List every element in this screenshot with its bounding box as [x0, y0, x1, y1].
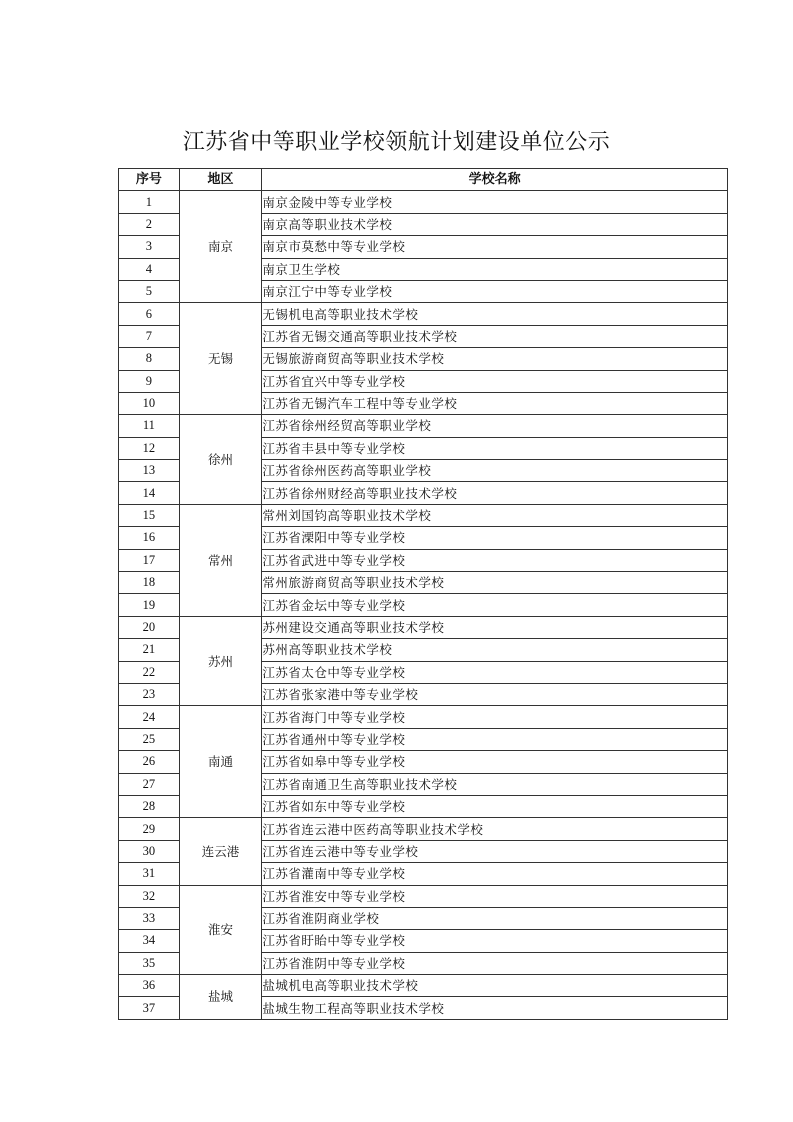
row-seq: 31	[119, 863, 180, 885]
row-seq: 13	[119, 460, 180, 482]
row-seq: 24	[119, 706, 180, 728]
row-school-name: 江苏省淮阴中等专业学校	[262, 952, 728, 974]
row-school-name: 江苏省徐州医药高等职业学校	[262, 460, 728, 482]
row-school-name: 江苏省淮安中等专业学校	[262, 885, 728, 907]
row-region: 南通	[179, 706, 262, 818]
row-school-name: 江苏省南通卫生高等职业技术学校	[262, 773, 728, 795]
row-seq: 26	[119, 751, 180, 773]
row-school-name: 无锡机电高等职业技术学校	[262, 303, 728, 325]
page-title: 江苏省中等职业学校领航计划建设单位公示	[182, 130, 611, 155]
row-seq: 15	[119, 504, 180, 526]
table-body	[119, 191, 728, 1019]
row-school-name: 江苏省张家港中等专业学校	[262, 683, 728, 705]
row-school-name: 江苏省盱眙中等专业学校	[262, 930, 728, 952]
table-row	[119, 616, 728, 638]
row-seq: 12	[119, 437, 180, 459]
row-school-name: 南京高等职业技术学校	[262, 213, 728, 235]
row-seq: 5	[119, 280, 180, 302]
row-seq: 19	[119, 594, 180, 616]
row-school-name: 江苏省无锡交通高等职业技术学校	[262, 325, 728, 347]
row-school-name: 盐城生物工程高等职业技术学校	[262, 997, 728, 1019]
row-seq: 7	[119, 325, 180, 347]
row-school-name: 江苏省灌南中等专业学校	[262, 863, 728, 885]
row-school-name: 江苏省无锡汽车工程中等专业学校	[262, 392, 728, 414]
row-school-name: 江苏省武进中等专业学校	[262, 549, 728, 571]
row-school-name: 江苏省如皋中等专业学校	[262, 751, 728, 773]
row-school-name: 盐城机电高等职业技术学校	[262, 975, 728, 997]
row-region: 淮安	[179, 885, 262, 975]
table-row	[119, 706, 728, 728]
row-school-name: 江苏省淮阴商业学校	[262, 907, 728, 929]
header-region: 地区	[179, 169, 262, 191]
row-school-name: 江苏省丰县中等专业学校	[262, 437, 728, 459]
row-school-name: 南京市莫愁中等专业学校	[262, 236, 728, 258]
row-school-name: 江苏省如东中等专业学校	[262, 795, 728, 817]
row-seq: 28	[119, 795, 180, 817]
row-seq: 17	[119, 549, 180, 571]
row-school-name: 江苏省连云港中等专业学校	[262, 840, 728, 862]
row-seq: 8	[119, 348, 180, 370]
row-school-name: 江苏省徐州财经高等职业技术学校	[262, 482, 728, 504]
row-seq: 22	[119, 661, 180, 683]
row-seq: 14	[119, 482, 180, 504]
row-school-name: 江苏省徐州经贸高等职业学校	[262, 415, 728, 437]
row-seq: 10	[119, 392, 180, 414]
row-seq: 33	[119, 907, 180, 929]
row-seq: 34	[119, 930, 180, 952]
row-seq: 18	[119, 572, 180, 594]
row-seq: 4	[119, 258, 180, 280]
row-seq: 16	[119, 527, 180, 549]
row-seq: 37	[119, 997, 180, 1019]
row-region: 徐州	[179, 415, 262, 505]
row-school-name: 南京金陵中等专业学校	[262, 191, 728, 213]
row-region: 常州	[179, 504, 262, 616]
row-seq: 1	[119, 191, 180, 213]
row-seq: 30	[119, 840, 180, 862]
row-school-name: 常州刘国钧高等职业技术学校	[262, 504, 728, 526]
row-school-name: 江苏省通州中等专业学校	[262, 728, 728, 750]
row-school-name: 江苏省太仓中等专业学校	[262, 661, 728, 683]
row-school-name: 江苏省连云港中医药高等职业技术学校	[262, 818, 728, 840]
row-region: 连云港	[179, 818, 262, 885]
row-seq: 35	[119, 952, 180, 974]
row-region: 无锡	[179, 303, 262, 415]
row-school-name: 江苏省溧阳中等专业学校	[262, 527, 728, 549]
row-region: 苏州	[179, 616, 262, 706]
header-school-name: 学校名称	[262, 169, 728, 191]
header-seq: 序号	[119, 169, 180, 191]
table-row	[119, 191, 728, 213]
row-school-name: 南京江宁中等专业学校	[262, 280, 728, 302]
row-school-name: 南京卫生学校	[262, 258, 728, 280]
row-school-name: 江苏省金坛中等专业学校	[262, 594, 728, 616]
row-school-name: 苏州高等职业技术学校	[262, 639, 728, 661]
row-seq: 36	[119, 975, 180, 997]
row-school-name: 江苏省海门中等专业学校	[262, 706, 728, 728]
table-header-row	[119, 169, 728, 191]
row-school-name: 苏州建设交通高等职业技术学校	[262, 616, 728, 638]
row-seq: 27	[119, 773, 180, 795]
row-seq: 3	[119, 236, 180, 258]
row-seq: 11	[119, 415, 180, 437]
row-region: 盐城	[179, 975, 262, 1020]
table-row	[119, 504, 728, 526]
row-region: 南京	[179, 191, 262, 303]
row-seq: 21	[119, 639, 180, 661]
row-seq: 2	[119, 213, 180, 235]
table-row	[119, 415, 728, 437]
table-row	[119, 975, 728, 997]
row-school-name: 无锡旅游商贸高等职业技术学校	[262, 348, 728, 370]
table-row	[119, 818, 728, 840]
school-table	[118, 168, 728, 1020]
row-seq: 32	[119, 885, 180, 907]
table-row	[119, 885, 728, 907]
row-seq: 25	[119, 728, 180, 750]
row-school-name: 江苏省宜兴中等专业学校	[262, 370, 728, 392]
row-seq: 23	[119, 683, 180, 705]
row-school-name: 常州旅游商贸高等职业技术学校	[262, 572, 728, 594]
row-seq: 6	[119, 303, 180, 325]
row-seq: 9	[119, 370, 180, 392]
table-row	[119, 303, 728, 325]
row-seq: 29	[119, 818, 180, 840]
row-seq: 20	[119, 616, 180, 638]
